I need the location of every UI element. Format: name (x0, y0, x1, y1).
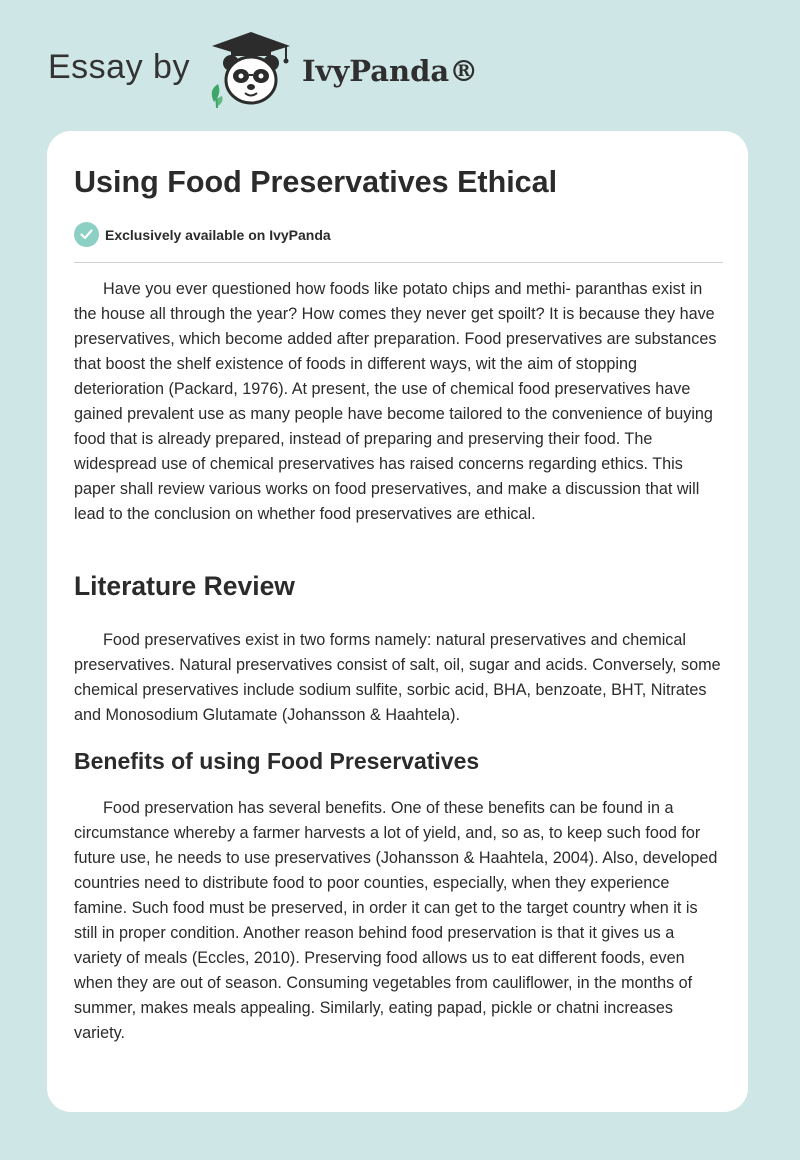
site-header (48, 30, 478, 110)
heading-literature-review: Literature Review (74, 571, 295, 601)
paragraph-literature: Food preservatives exist in two forms namely: natural preservatives and chemical preservatives. Natural preservatives consist of salt, oil, sugar and acids. Conversely, some chemical preservatives include sodium sulfite, sorbic acid, BHA, benzoate, BHT, Nitrates and Monosodium Glutamate (Johansson & Haahtela). (74, 631, 721, 724)
paragraph-intro: Have you ever questioned how foods like potato chips and methi- paranthas exist in the house all through the year? How comes they never get spoilt? It is because they have preservatives, which become added after preparation. Food preservatives are substances that boost the shelf existence of foods in different ways, wit the aim of stopping deterioration (Packard, 1976). At present, the use of chemical food preservatives have gained prevalent use as many people have become tailored to the convenience of buying food that is already prepared, instead of preparing and preserving their food. The widespread use of chemical preservatives has raised concerns regarding ethics. This paper shall review various works on food preservatives, and make a discussion that will lead to the conclusion on whether food preservatives are ethical. (74, 280, 717, 523)
essay-by-label: Essay by (48, 47, 190, 86)
essay-card (47, 131, 748, 1112)
panda-graduate-logo-icon (204, 30, 300, 110)
divider (74, 262, 723, 263)
heading-benefits: Benefits of using Food Preservatives (74, 748, 480, 774)
brand-name[interactable]: IvyPanda® (301, 54, 479, 88)
check-icon (74, 222, 99, 247)
exclusive-label: Exclusively available on IvyPanda (105, 226, 331, 243)
page-title: Using Food Preservatives Ethical (74, 165, 558, 199)
paragraph-benefits: Food preservation has several benefits. One of these benefits can be found in a circumstance whereby a farmer harvests a lot of yield, and, so as, to keep such food for future use, he needs to use preservatives (Johansson & Haahtela, 2004). Also, developed countries need to distribute food to poor counties, especially, when they experience famine. Such food must be preserved, in order it can get to the target country when it is still in proper condition. Another reason behind food preservation is that it gives us a variety of meals (Eccles, 2010). Preserving food allows us to eat different foods, even when they are out of season. Consuming vegetables from cauliflower, in the months of summer, makes meals appealing. Similarly, eating papad, pickle or chatni increases variety. (74, 799, 718, 1042)
exclusive-badge (74, 222, 331, 247)
